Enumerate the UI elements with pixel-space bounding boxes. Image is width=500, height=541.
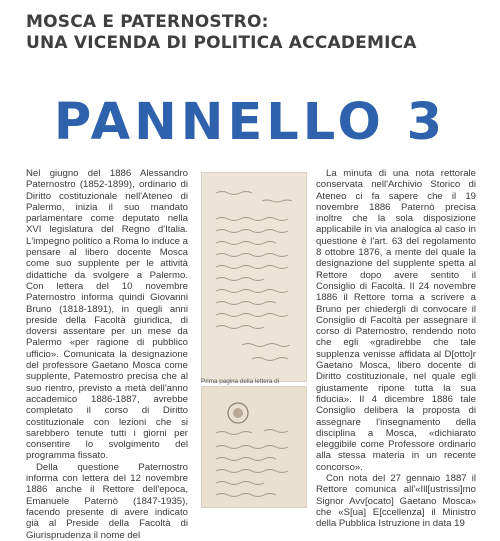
panel-label: PANNELLO 3 <box>53 93 447 152</box>
right-paragraph-2: Con nota del 27 gennaio 1887 il Rettore comunica all'«Ill[ustrissi]mo Signor Avv[ocato] Gaetano Mosca» che «S[ua] E[ccellenza] il Ministro della Pubblica Istruzione in data 19 <box>316 473 476 530</box>
title-line-1: MOSCA E PATERNOSTRO: <box>26 12 269 32</box>
handwritten-letter-illustration <box>202 173 306 381</box>
title-line-2: UNA VICENDA DI POLITICA ACCADEMICA <box>26 33 417 53</box>
figure-caption: Prima pagina della lettera di <box>201 378 280 385</box>
letter-image-2 <box>201 386 307 508</box>
right-text-column <box>316 168 476 530</box>
left-paragraph-2: Della questione Paternostro informa con lettera del 12 novembre 1886 anche il Rettore dell'epoca, Emanuele Paternò (1847-1935), facendo presente di avere indicato già al Preside della Facoltà di Giurisprudenza il nome del <box>26 461 188 541</box>
letterhead-document-illustration <box>202 387 306 507</box>
letter-image-1 <box>201 172 307 382</box>
left-text-column <box>26 168 188 541</box>
page-title <box>26 12 486 54</box>
left-paragraph-1: Nel giugno del 1886 Alessandro Paternostro (1852-1899), ordinario di Diritto costituzionale nell'Ateneo di Palermo, inizia il suo mandato parlamentare come deputato nella XVI legislatura del Regno d'Italia. L'impegno politico a Roma lo induce a pensare al libero docente Mosca come suo supplente per le attività didattiche da svolgere a Palermo. Con lettera del 10 novembre Paternostro informa quindi Giovanni Bruno (1818-1891), in quegli anni preside della Facoltà giuridica, di doversi assentare per un mese da Palermo «per ragione di pubblico ufficio». Comunicata la designazione del professore Gaetano Mosca come supplente, Paternostro precisa che al suo rientro, previsto a metà dell'anno accademico 1886-1887, avrebbe completato il corso di Diritto costituzionale con lezioni che si sarebbero tenute tutti i giorni per consentire lo svolgimento del programma fissato. <box>26 168 188 462</box>
right-paragraph-1: La minuta di una nota rettorale conservata nell'Archivio Storico di Ateneo ci fa sapere che il 19 novembre 1886 Paternò precisa inoltre che la sola disposizione applicabile in via analogica al caso in questione è l'art. 63 del regolamento 8 ottobre 1876, a mente del quale la designazione del supplente spetta al Rettore dopo avere sentito il Consiglio di Facoltà. Il 24 novembre 1886 il Rettore torna a scrivere a Bruno per chiedergli di convocare il Consiglio di Facoltà per assegnare il corso di Paternostro, rendendo noto che egli «gradirebbe che tale supplenza venisse affidata al D[otto]r Gaetano Mosca, libero docente di Diritto costituzionale, nel quale egli giustamente ripone tutta la sua fiducia». Il 4 dicembre 1886 tale Consiglio delibera la proposta di assegnare l'insegnamento della disciplina a Mosca, «dichiarato eleggibile come Professore ordinario alla stessa materia in un recente concorso». <box>316 168 476 473</box>
